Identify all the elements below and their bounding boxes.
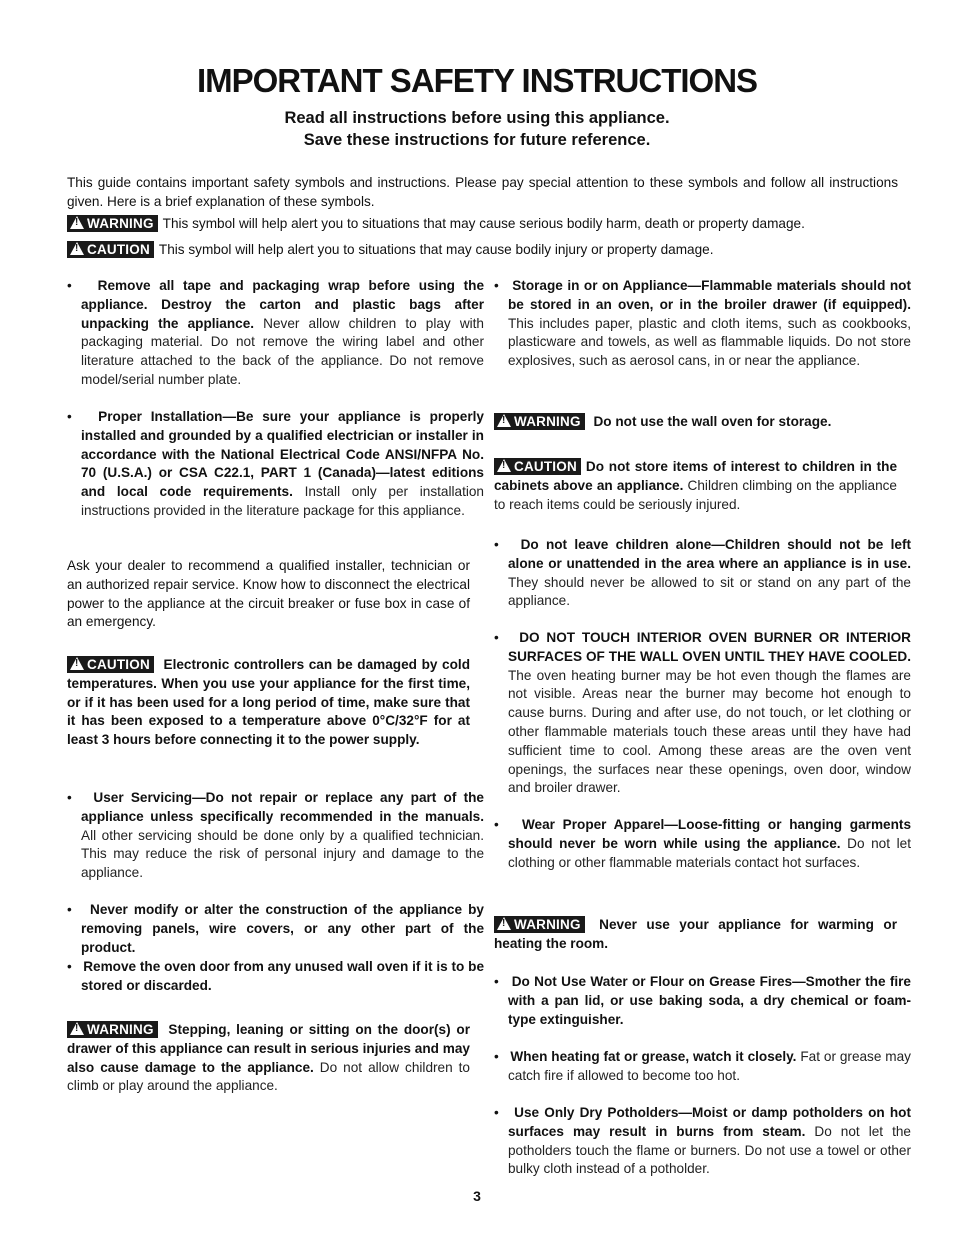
warning-notice: !WARNING Stepping, leaning or sitting on the door(s) or drawer of this appliance can result in serious injuries and may also cause damage to the appliance. Do not allow children to climb or play around the appliance. bbox=[67, 1021, 470, 1096]
intro-paragraph: This guide contains important safety symbols and instructions. Please pay special attention to these symbols and follow all instructions given. Here is a brief explanation of these symbols. bbox=[67, 175, 898, 209]
list-item: • Do not leave children alone—Children should not be left alone or unattended in the area where an appliance is in use. They should never be allowed to sit or stand on any part of the appliance. bbox=[494, 537, 912, 609]
warning-triangle-icon bbox=[497, 414, 511, 427]
caution-notice: !CAUTION Electronic controllers can be damaged by cold temperatures. When you use your appliance for the first time, or if it has been used for a long period of time, make sure that it has been exposed to a temperature above 0°C/32°F for at least 3 hours before connecting it to the power supply. bbox=[67, 656, 470, 750]
list-item: • Remove all tape and packaging wrap before using the appliance. Destroy the carton and plastic bags after unpacking the appliance. Never allow children to play with packaging material. Do not remove the wiring label and other literature attached to the back of the appliance. Do not remove model/serial number plate. bbox=[67, 278, 485, 387]
subtitle-save-instructions: Save these instructions for future reference. bbox=[303, 131, 651, 149]
warning-triangle-icon bbox=[70, 657, 84, 670]
list-item: • Proper Installation—Be sure your appliance is properly installed and grounded by a qualified electrician or installer in accordance with the National Electrical Code ANSI/NFPA No. 70 (U.S.A.) or CSA C22.1, PART 1 (Canada)—latest editions and local code requirements. Install only per installation instructions provided in the literature package for this appliance. bbox=[67, 409, 484, 518]
warning-badge: !WARNING bbox=[494, 413, 585, 430]
warning-triangle-icon bbox=[70, 1022, 84, 1035]
warning-triangle-icon bbox=[70, 242, 84, 255]
caution-notice: !CAUTION Do not store items of interest to children in the cabinets above an appliance. Children climbing on the appliance to reach items could be seriously injured. bbox=[494, 458, 897, 514]
dealer-paragraph: Ask your dealer to recommend a qualified installer, technician or an authorized repair service. Know how to disconnect the electrical power to the appliance at the circuit breaker or fuse box in case of an emergency. bbox=[67, 558, 470, 630]
warning-symbol-explanation bbox=[67, 214, 907, 234]
caution-badge: !CAUTION bbox=[494, 458, 581, 475]
warning-notice: !WARNING Never use your appliance for warming or heating the room. bbox=[494, 916, 897, 954]
list-item: • DO NOT TOUCH INTERIOR OVEN BURNER OR INTERIOR SURFACES OF THE WALL OVEN UNTIL THEY HAVE COOLED. The oven heating burner may be hot even though the flames are not visible. Areas near the burner may become hot enough to cause burns. During and after use, do not touch, or let clothing or other flammable materials touch these areas until they have had sufficient time to cool. Among these areas are the oven vent openings, the surfaces near these openings, oven door, window and broiler drawer. bbox=[494, 630, 912, 796]
warning-badge: !WARNING bbox=[494, 916, 585, 933]
warning-triangle-icon bbox=[70, 216, 84, 229]
warning-badge: !WARNING bbox=[67, 1021, 158, 1038]
page-title: IMPORTANT SAFETY INSTRUCTIONS bbox=[196, 62, 758, 99]
list-item: • Storage in or on Appliance—Flammable materials should not be stored in an oven, or in the broiler drawer (if equipped). This includes paper, plastic and cloth items, such as cookbooks, plasticware and towels, as well as flammable liquids. Do not store explosives, such as aerosol cans, in or near the appliance. bbox=[494, 278, 912, 369]
caution-badge: !CAUTION bbox=[67, 241, 154, 258]
left-column bbox=[67, 277, 485, 1177]
caution-symbol-explanation bbox=[67, 240, 907, 260]
warning-explanation-text: This symbol will help alert you to situations that may cause serious bodily harm, death or property damage. bbox=[162, 216, 805, 231]
list-item: • Remove the oven door from any unused wall oven if it is to be stored or discarded. bbox=[67, 959, 484, 993]
page-number: 3 bbox=[473, 1188, 481, 1204]
caution-explanation-text: This symbol will help alert you to situations that may cause bodily injury or property damage. bbox=[158, 242, 714, 257]
warning-triangle-icon bbox=[497, 917, 511, 930]
list-item: • When heating fat or grease, watch it closely. Fat or grease may catch fire if allowed to become too hot. bbox=[494, 1049, 911, 1083]
caution-badge: !CAUTION bbox=[67, 656, 154, 673]
list-item: • Do Not Use Water or Flour on Grease Fires—Smother the fire with a pan lid, or use baking soda, a dry chemical or foam-type extinguisher. bbox=[494, 974, 911, 1027]
list-item: • Never modify or alter the construction of the appliance by removing panels, wire covers, or any other part of the product. bbox=[67, 902, 484, 955]
list-item: • User Servicing—Do not repair or replace any part of the appliance unless specifically recommended in the manuals. All other servicing should be done only by a qualified technician. This may reduce the risk of personal injury and damage to the appliance. bbox=[67, 790, 484, 881]
list-item: • Use Only Dry Potholders—Moist or damp potholders on hot surfaces may result in burns from steam. Do not let the potholders touch the flame or burners. Do not use a towel or other bulky cloth instead of a potholder. bbox=[494, 1105, 911, 1177]
warning-badge: !WARNING bbox=[67, 215, 158, 232]
warning-notice: !WARNING Do not use the wall oven for storage. bbox=[494, 413, 897, 432]
subtitle-read-instructions: Read all instructions before using this appliance. bbox=[284, 109, 670, 127]
right-column bbox=[494, 277, 912, 1177]
list-item: • Wear Proper Apparel—Loose-fitting or hanging garments should never be worn while using the appliance. Do not let clothing or other flammable materials contact hot surfaces. bbox=[494, 817, 911, 870]
warning-triangle-icon bbox=[497, 459, 511, 472]
